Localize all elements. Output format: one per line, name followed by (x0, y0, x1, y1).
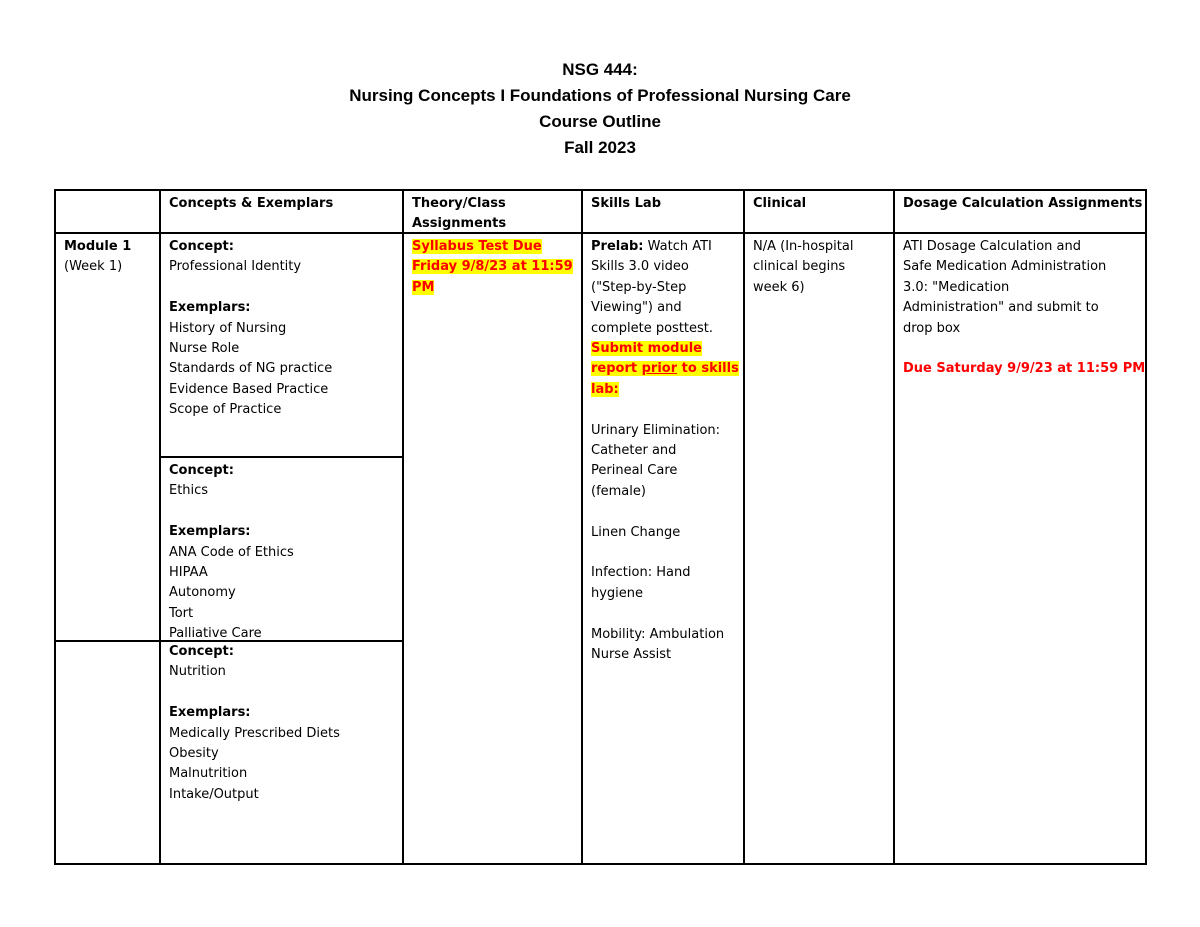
header-module (56, 191, 159, 232)
exemplar-item: ANA Code of Ethics (169, 544, 294, 560)
prelab-text: Skills 3.0 video (591, 259, 689, 275)
prelab-text: Watch ATI (643, 239, 712, 254)
skills-item: hygiene (591, 585, 644, 601)
exemplar-item: Medically Prescribed Diets (169, 725, 340, 741)
exemplar-item: Nurse Role (169, 341, 240, 357)
exemplars-label: Exemplars: (169, 705, 251, 721)
concept-label: Concept: (169, 644, 234, 659)
document-title (0, 57, 1200, 161)
header-clinical: Clinical (753, 196, 807, 211)
module-label: Module 1 (64, 239, 132, 254)
prelab-label: Prelab: (591, 239, 644, 254)
exemplar-item: Evidence Based Practice (169, 381, 329, 397)
exemplar-item: HIPAA (169, 565, 208, 581)
theory-cell (404, 234, 581, 862)
skills-item: Perineal Care (591, 463, 678, 479)
syllabus-test-time: PM (412, 279, 435, 295)
exemplar-item: Malnutrition (169, 766, 248, 782)
concept-name: Ethics (169, 483, 209, 499)
skills-item: Urinary Elimination: (591, 422, 721, 438)
prelab-text: complete posttest. (591, 320, 714, 336)
skills-item: Mobility: Ambulation (591, 626, 725, 642)
table-border-bottom (54, 863, 1147, 865)
exemplar-item: Obesity (169, 746, 219, 762)
exemplar-item: Intake/Output (169, 786, 259, 802)
exemplar-item: Scope of Practice (169, 402, 282, 418)
exemplars-label: Exemplars: (169, 300, 251, 316)
clinical-cell (745, 234, 893, 862)
table-border-right (1145, 189, 1147, 865)
skills-item: Catheter and (591, 443, 677, 459)
module-week: (Week 1) (64, 259, 123, 275)
prelab-text: Viewing") and (591, 300, 682, 316)
dosage-text: Safe Medication Administration (903, 259, 1107, 275)
course-name: Nursing Concepts I Foundations of Professional Nursing Care (349, 86, 851, 105)
concept-name: Professional Identity (169, 259, 302, 275)
skills-item: (female) (591, 483, 646, 499)
concept-label: Concept: (169, 239, 234, 254)
submit-notice-prior: prior (641, 361, 678, 377)
skills-item: Nurse Assist (591, 647, 672, 663)
submit-notice: Submit module (591, 341, 702, 357)
concept-block-1 (161, 234, 402, 456)
dosage-cell (895, 234, 1145, 862)
dosage-text: ATI Dosage Calculation and (903, 239, 1081, 254)
prelab-text: ("Step-by-Step (591, 279, 687, 295)
concept-block-2 (161, 458, 402, 640)
dosage-text: drop box (903, 320, 961, 336)
concept-label: Concept: (169, 463, 234, 478)
skills-cell (583, 234, 743, 862)
concept-block-3 (161, 640, 402, 862)
exemplar-item: Palliative Care (169, 626, 262, 640)
course-code: NSG 444: (562, 60, 638, 79)
clinical-text: clinical begins (753, 259, 846, 275)
exemplar-item: Tort (169, 605, 194, 621)
skills-item: Linen Change (591, 524, 681, 540)
submit-notice: report (591, 361, 642, 377)
dosage-text: 3.0: "Medication (903, 279, 1010, 295)
course-term: Fall 2023 (564, 138, 636, 157)
submit-notice: to skills (677, 361, 739, 377)
clinical-text: week 6) (753, 279, 805, 295)
dosage-text: Administration" and submit to (903, 300, 1099, 316)
course-outline-heading: Course Outline (539, 112, 661, 131)
header-concepts: Concepts & Exemplars (169, 196, 334, 211)
syllabus-test-date: Friday 9/8/23 at 11:59 (412, 259, 573, 275)
exemplars-label: Exemplars: (169, 524, 251, 540)
clinical-text: N/A (In-hospital (753, 239, 854, 254)
exemplar-item: History of Nursing (169, 320, 287, 336)
exemplar-item: Autonomy (169, 585, 236, 601)
exemplar-item: Standards of NG practice (169, 361, 333, 377)
dosage-due-date: Due Saturday 9/9/23 at 11:59 PM (903, 361, 1145, 377)
syllabus-test-due: Syllabus Test Due (412, 239, 542, 254)
header-dosage: Dosage Calculation Assignments (903, 196, 1143, 211)
module-cell (56, 234, 159, 640)
header-theory: Theory/Class Assignments (412, 196, 507, 232)
submit-notice: lab: (591, 381, 619, 397)
header-skills: Skills Lab (591, 196, 662, 211)
concept-name: Nutrition (169, 664, 226, 680)
skills-item: Infection: Hand (591, 565, 691, 581)
